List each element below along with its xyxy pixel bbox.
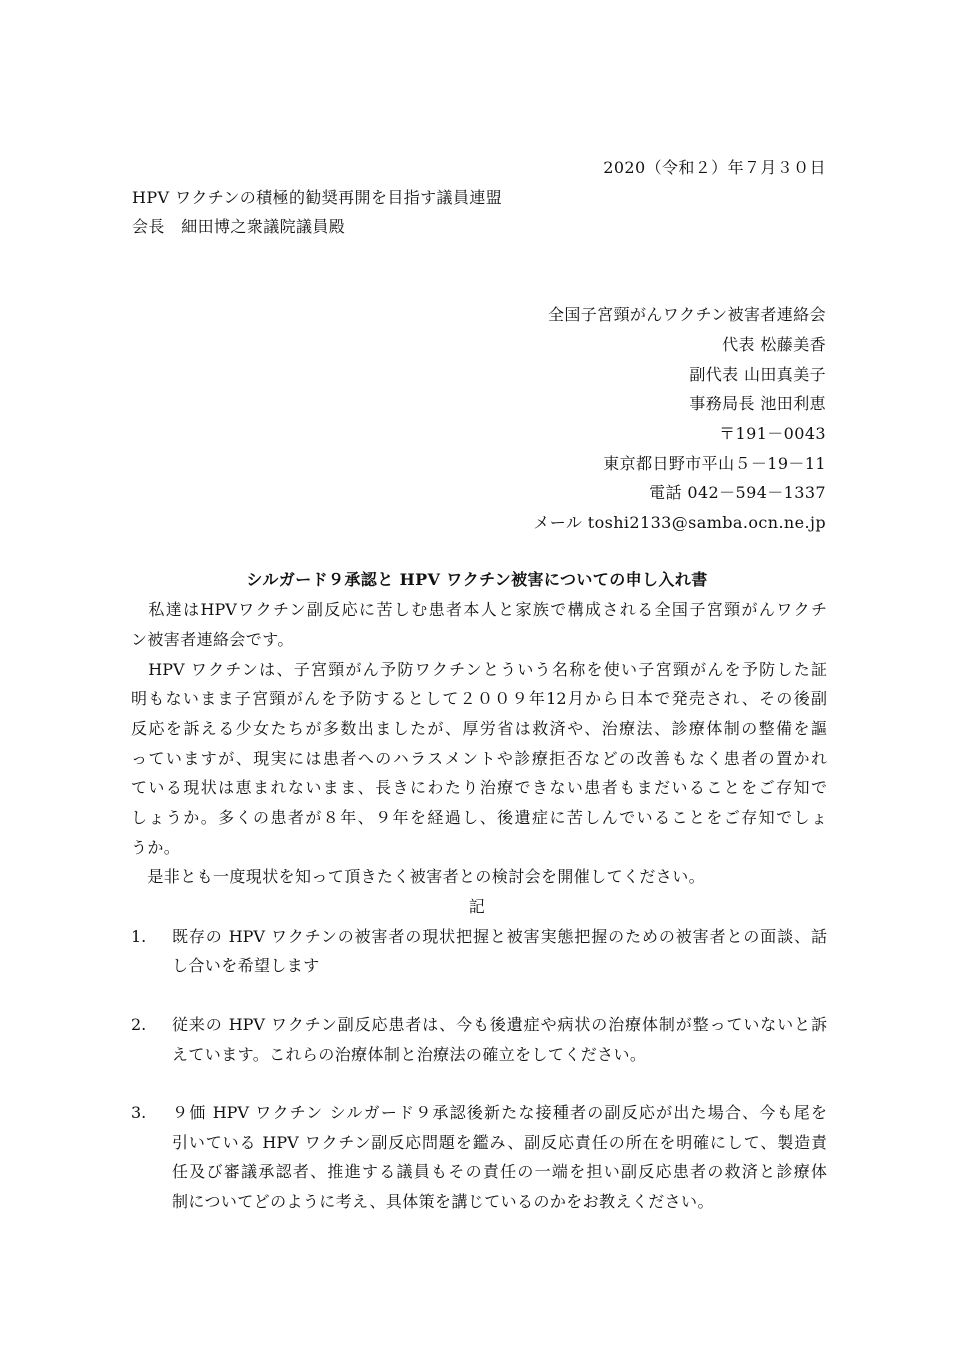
sender-address: 東京都日野市平山５－19－11 — [603, 454, 826, 473]
ki-heading: 記 — [468, 897, 486, 916]
list-item-line: 既存の HPV ワクチンの被害者の現状把握と被害実態把握のための被害者との面談、話 — [172, 927, 827, 946]
sender-vice-representative: 副代表 山田真美子 — [689, 365, 826, 384]
list-item-number: 3. — [131, 1103, 147, 1122]
paragraph-line: っていますが、現実には患者へのハラスメントや診療拒否などの改善もなく患者の置かれ — [131, 749, 827, 768]
date: 2020（令和２）年７月３０日 — [603, 158, 826, 177]
sender-secretary-general: 事務局長 池田利恵 — [689, 394, 826, 413]
sender-organization: 全国子宮頸がんワクチン被害者連絡会 — [547, 305, 826, 324]
paragraph-line: 反応を訴える少女たちが多数出ましたが、厚労省は救済や、治療法、診療体制の整備を謳 — [131, 719, 827, 738]
list-item-line: 従来の HPV ワクチン副反応患者は、今も後遺症や病状の治療体制が整っていないと訴 — [172, 1015, 827, 1034]
paragraph-line: 是非とも一度現状を知って頂きたく被害者との検討会を開催してください。 — [131, 867, 706, 886]
document-title: シルガード９承認と HPV ワクチン被害についての申し入れ書 — [246, 570, 708, 589]
paragraph-line: 明もないまま子宮頸がんを予防するとして２００９年12月から日本で発売され、その後副 — [131, 689, 827, 708]
list-item-line: 引いている HPV ワクチン副反応問題を鑑み、副反応責任の所在を明確にして、製造責 — [172, 1133, 827, 1152]
paragraph-line: うか。 — [131, 838, 181, 857]
paragraph-line: ている現状は恵まれないまま、長きにわたり治療できない患者もまだいることをご存知で — [131, 778, 827, 797]
paragraph-line: 私達はHPVワクチン副反応に苦しむ患者本人と家族で構成される全国子宮頸がんワクチ — [131, 600, 827, 619]
list-item-line: し合いを希望します — [172, 956, 320, 975]
list-item-number: 1. — [131, 927, 147, 946]
paragraph-line: しょうか。多くの患者が８年、９年を経過し、後遺症に苦しんでいることをご存知でしょ — [131, 808, 827, 827]
paragraph-line: ン被害者連絡会です。 — [131, 630, 294, 649]
sender-email: メール toshi2133@samba.ocn.ne.jp — [533, 513, 826, 532]
sender-phone: 電話 042－594－1337 — [649, 483, 826, 502]
list-item-line: 任及び審議承認者、推進する議員もその責任の一端を担い副反応患者の救済と診療体 — [172, 1162, 827, 1181]
sender-representative: 代表 松藤美香 — [722, 335, 826, 354]
list-item-line: えています。これらの治療体制と治療法の確立をしてください。 — [172, 1045, 647, 1064]
paragraph-line: HPV ワクチンは、子宮頸がん予防ワクチンとういう名称を使い子宮頸がんを予防した証 — [131, 660, 827, 679]
sender-postal-code: 〒191－0043 — [719, 424, 826, 443]
list-item-number: 2. — [131, 1015, 147, 1034]
list-item-line: 制についてどのように考え、具体策を講じているのかをお教えください。 — [172, 1192, 714, 1211]
list-item-line: ９価 HPV ワクチン シルガード９承認後新たな接種者の副反応が出た場合、今も尾を — [172, 1103, 827, 1122]
addressee-organization: HPV ワクチンの積極的勧奨再開を目指す議員連盟 — [132, 188, 503, 207]
addressee-person: 会長 細田博之衆議院議員殿 — [132, 217, 346, 236]
